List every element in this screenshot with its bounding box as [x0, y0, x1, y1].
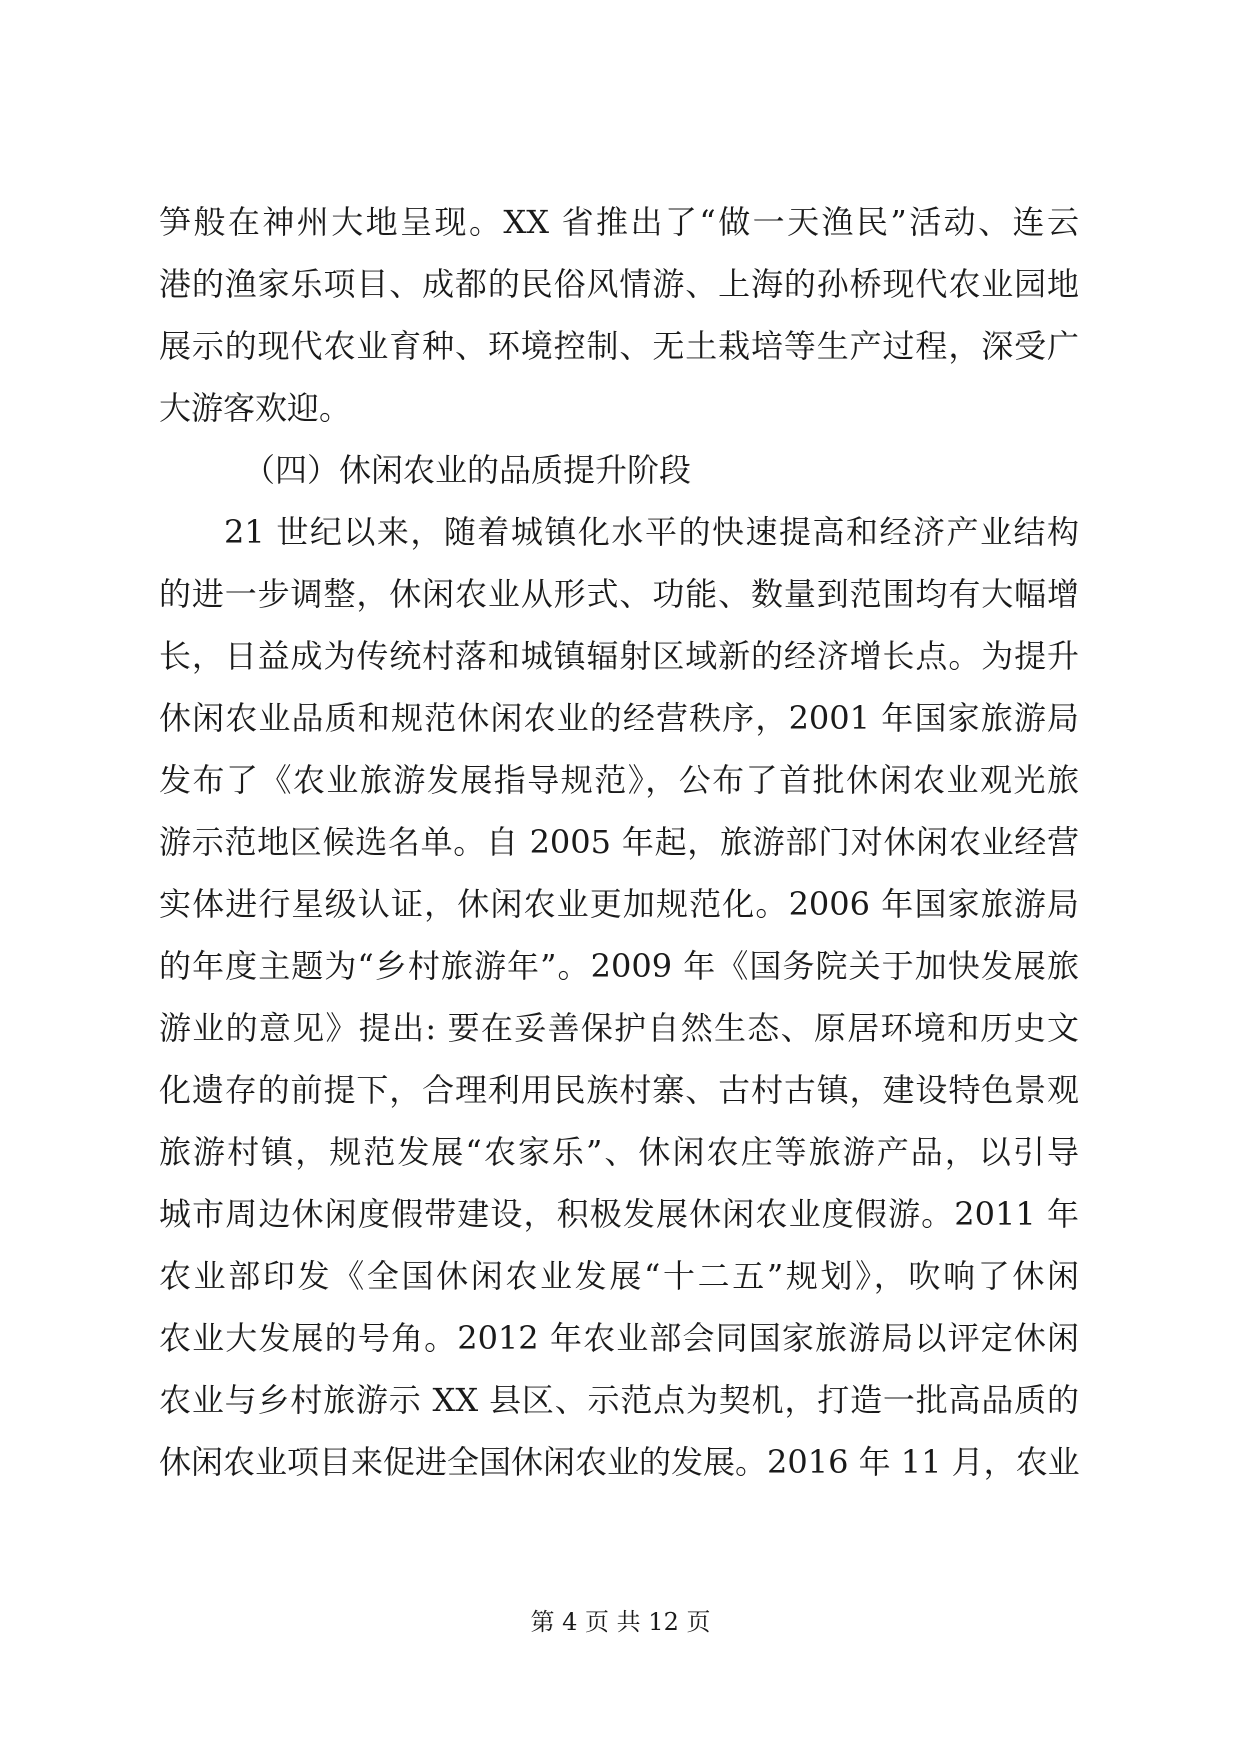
- section-heading: （四）休闲农业的品质提升阶段: [243, 451, 692, 489]
- paragraph-line: 大游客欢迎。: [159, 389, 352, 427]
- paragraph-line: 化遗存的前提下，合理利用民族村寨、古村古镇，建设特色景观: [159, 1071, 1079, 1109]
- paragraph-line: 的年度主题为“乡村旅游年”。2009 年《国务院关于加快发展旅: [159, 947, 1079, 985]
- page-number-footer: 第 4 页 共 12 页: [530, 1608, 711, 1636]
- paragraph-line: 游示范地区候选名单。自 2005 年起，旅游部门对休闲农业经营: [159, 823, 1079, 861]
- paragraph-line: 长，日益成为传统村落和城镇辐射区域新的经济增长点。为提升: [159, 637, 1079, 675]
- paragraph-line: 农业与乡村旅游示 XX 县区、示范点为契机，打造一批高品质的: [159, 1381, 1079, 1419]
- paragraph-line: 笋般在神州大地呈现。XX 省推出了“做一天渔民”活动、连云: [159, 203, 1079, 241]
- paragraph-line: 农业大发展的号角。2012 年农业部会同国家旅游局以评定休闲: [159, 1319, 1079, 1357]
- paragraph-line: 休闲农业品质和规范休闲农业的经营秩序，2001 年国家旅游局: [159, 699, 1079, 737]
- paragraph-line: 21 世纪以来，随着城镇化水平的快速提高和经济产业结构: [224, 513, 1079, 551]
- paragraph-line: 的进一步调整，休闲农业从形式、功能、数量到范围均有大幅增: [159, 575, 1079, 613]
- paragraph-line: 发布了《农业旅游发展指导规范》，公布了首批休闲农业观光旅: [159, 761, 1079, 799]
- paragraph-line: 城市周边休闲度假带建设，积极发展休闲农业度假游。2011 年: [159, 1195, 1079, 1233]
- paragraph-line: 实体进行星级认证，休闲农业更加规范化。2006 年国家旅游局: [159, 885, 1079, 923]
- paragraph-line: 港的渔家乐项目、成都的民俗风情游、上海的孙桥现代农业园地: [159, 265, 1079, 303]
- paragraph-line: 休闲农业项目来促进全国休闲农业的发展。2016 年 11 月，农业: [159, 1443, 1080, 1481]
- paragraph-line: 游业的意见》提出: 要在妥善保护自然生态、原居环境和历史文: [159, 1009, 1079, 1047]
- paragraph-line: 农业部印发《全国休闲农业发展“十二五”规划》，吹响了休闲: [159, 1257, 1079, 1295]
- paragraph-line: 展示的现代农业育种、环境控制、无土栽培等生产过程，深受广: [159, 327, 1079, 365]
- paragraph-line: 旅游村镇，规范发展“农家乐”、休闲农庄等旅游产品，以引导: [159, 1133, 1079, 1171]
